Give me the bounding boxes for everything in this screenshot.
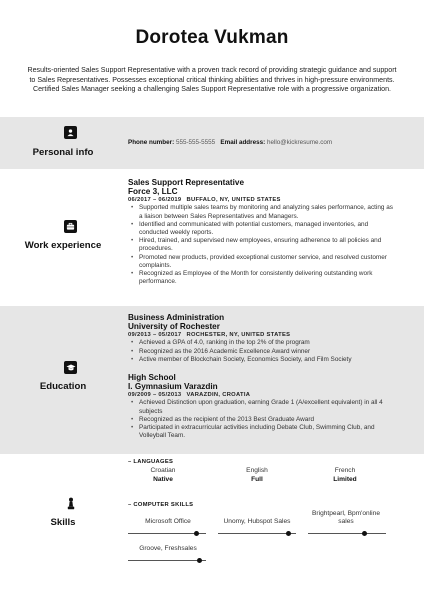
school-dates: 09/2013 – 05/2017 xyxy=(128,332,182,339)
school-location: ROCHESTER, NY, UNITED STATES xyxy=(186,332,291,339)
language-item xyxy=(118,467,208,484)
school-name: University of Rochester xyxy=(128,322,220,332)
school-bullets xyxy=(128,399,398,440)
job-company: Force 3, LLC xyxy=(128,187,178,197)
email-label: Email address: xyxy=(220,139,266,146)
contact-line xyxy=(128,139,332,146)
school-bullet: • Achieved Distinction upon graduation, earning Grade 1 (A/excellent equivalent) in all 4 subjects xyxy=(128,399,398,415)
degree-title: Business Administration xyxy=(128,313,225,322)
computer-skill-name: Brightpearl, Bpm'online sales xyxy=(312,510,380,525)
profile-summary: Results-oriented Sales Support Representative with a proven track record of providing strategic guidance and support to Sales Representatives. Possesses exceptional critical thinking abilities and thrives in high-pressure environments. Certified Sales Manager seeking a challenging Sales Support Representative role with a progressive organization. xyxy=(27,66,397,94)
degree-title: High School xyxy=(128,373,176,382)
education-title: Education xyxy=(39,381,87,392)
job-bullet: • Identified and communicated with potential customers, managed inventories, and conducted weekly reports. xyxy=(128,221,398,237)
computer-skill-name: Unomy, Hubspot Sales xyxy=(223,518,291,525)
skill-level-dot xyxy=(197,558,202,563)
school-bullets xyxy=(128,339,398,364)
school-name: I. Gymnasium Varazdin xyxy=(128,382,218,392)
job-title: Sales Support Representative xyxy=(128,178,245,187)
skill-level-bar xyxy=(128,533,206,534)
skills-title: Skills xyxy=(50,517,76,528)
person-badge-icon xyxy=(64,126,77,139)
language-name: Croatian xyxy=(150,467,176,474)
job-location: BUFFALO, NY, UNITED STATES xyxy=(186,197,281,204)
language-level: Full xyxy=(251,476,263,483)
job-bullet: • Recognized as Employee of the Month for consistently delivering outstanding work performance. xyxy=(128,270,398,286)
chess-pawn-icon xyxy=(64,497,77,510)
computer-skill-name: Groove, Freshsales xyxy=(139,545,197,552)
skill-level-bar xyxy=(128,560,206,561)
job-bullet: • Supported multiple sales teams by monitoring and analyzing sales performance, acting as a liaison between Sales Representatives and Managers. xyxy=(128,204,398,220)
job-entry xyxy=(128,178,398,286)
school-dates: 09/2009 – 05/2013 xyxy=(128,392,182,399)
language-item xyxy=(300,467,390,484)
email-value: hello@kickresume.com xyxy=(266,139,333,146)
language-name: English xyxy=(246,467,268,474)
computer-skill-name: Microsoft Office xyxy=(145,518,191,525)
job-dates: 06/2017 – 06/2019 xyxy=(128,197,182,204)
language-level: Native xyxy=(153,476,173,483)
education-entry xyxy=(128,313,398,364)
skill-level-bar xyxy=(218,533,296,534)
skill-level-bar xyxy=(308,533,386,534)
skill-level-dot xyxy=(362,531,367,536)
school-bullet: • Achieved a GPA of 4.0, ranking in the top 2% of the program xyxy=(128,339,398,347)
language-level: Limited xyxy=(333,476,357,483)
education-entry xyxy=(128,373,398,440)
phone-label: Phone number: xyxy=(128,139,175,146)
school-meta xyxy=(128,391,398,399)
phone-value: 555-555-5555 xyxy=(175,139,216,146)
job-bullets xyxy=(128,204,398,286)
school-bullet: • Participated in extracurricular activities including Debate Club, Swimming Club, and Volleyball Team. xyxy=(128,424,398,440)
school-bullet: • Recognized as the recipient of the 2013 Best Graduate Award xyxy=(128,416,398,424)
computer-skills-heading: – COMPUTER SKILLS xyxy=(128,502,194,508)
job-meta xyxy=(128,196,398,204)
language-name: French xyxy=(334,467,356,474)
school-bullet: • Recognized as the 2016 Academic Excellence Award winner xyxy=(128,348,398,356)
skill-level-dot xyxy=(286,531,291,536)
school-meta xyxy=(128,331,398,339)
job-bullet: • Promoted new products, provided exceptional customer service, and resolved customer complaints. xyxy=(128,254,398,270)
personal-info-title: Personal info xyxy=(32,147,94,158)
languages-heading: – LANGUAGES xyxy=(128,459,174,465)
language-item xyxy=(212,467,302,484)
skill-level-dot xyxy=(194,531,199,536)
briefcase-icon xyxy=(64,220,77,233)
graduation-cap-icon xyxy=(64,361,77,374)
job-bullet: • Hired, trained, and supervised new employees, ensuring adherence to all policies and procedures. xyxy=(128,237,398,253)
work-experience-title: Work experience xyxy=(24,240,102,251)
school-location: VARAZDIN, CROATIA xyxy=(186,392,251,399)
school-bullet: • Active member of Blockchain Society, Economics Society, and Film Society xyxy=(128,356,398,364)
candidate-name: Dorotea Vukman xyxy=(135,27,289,48)
